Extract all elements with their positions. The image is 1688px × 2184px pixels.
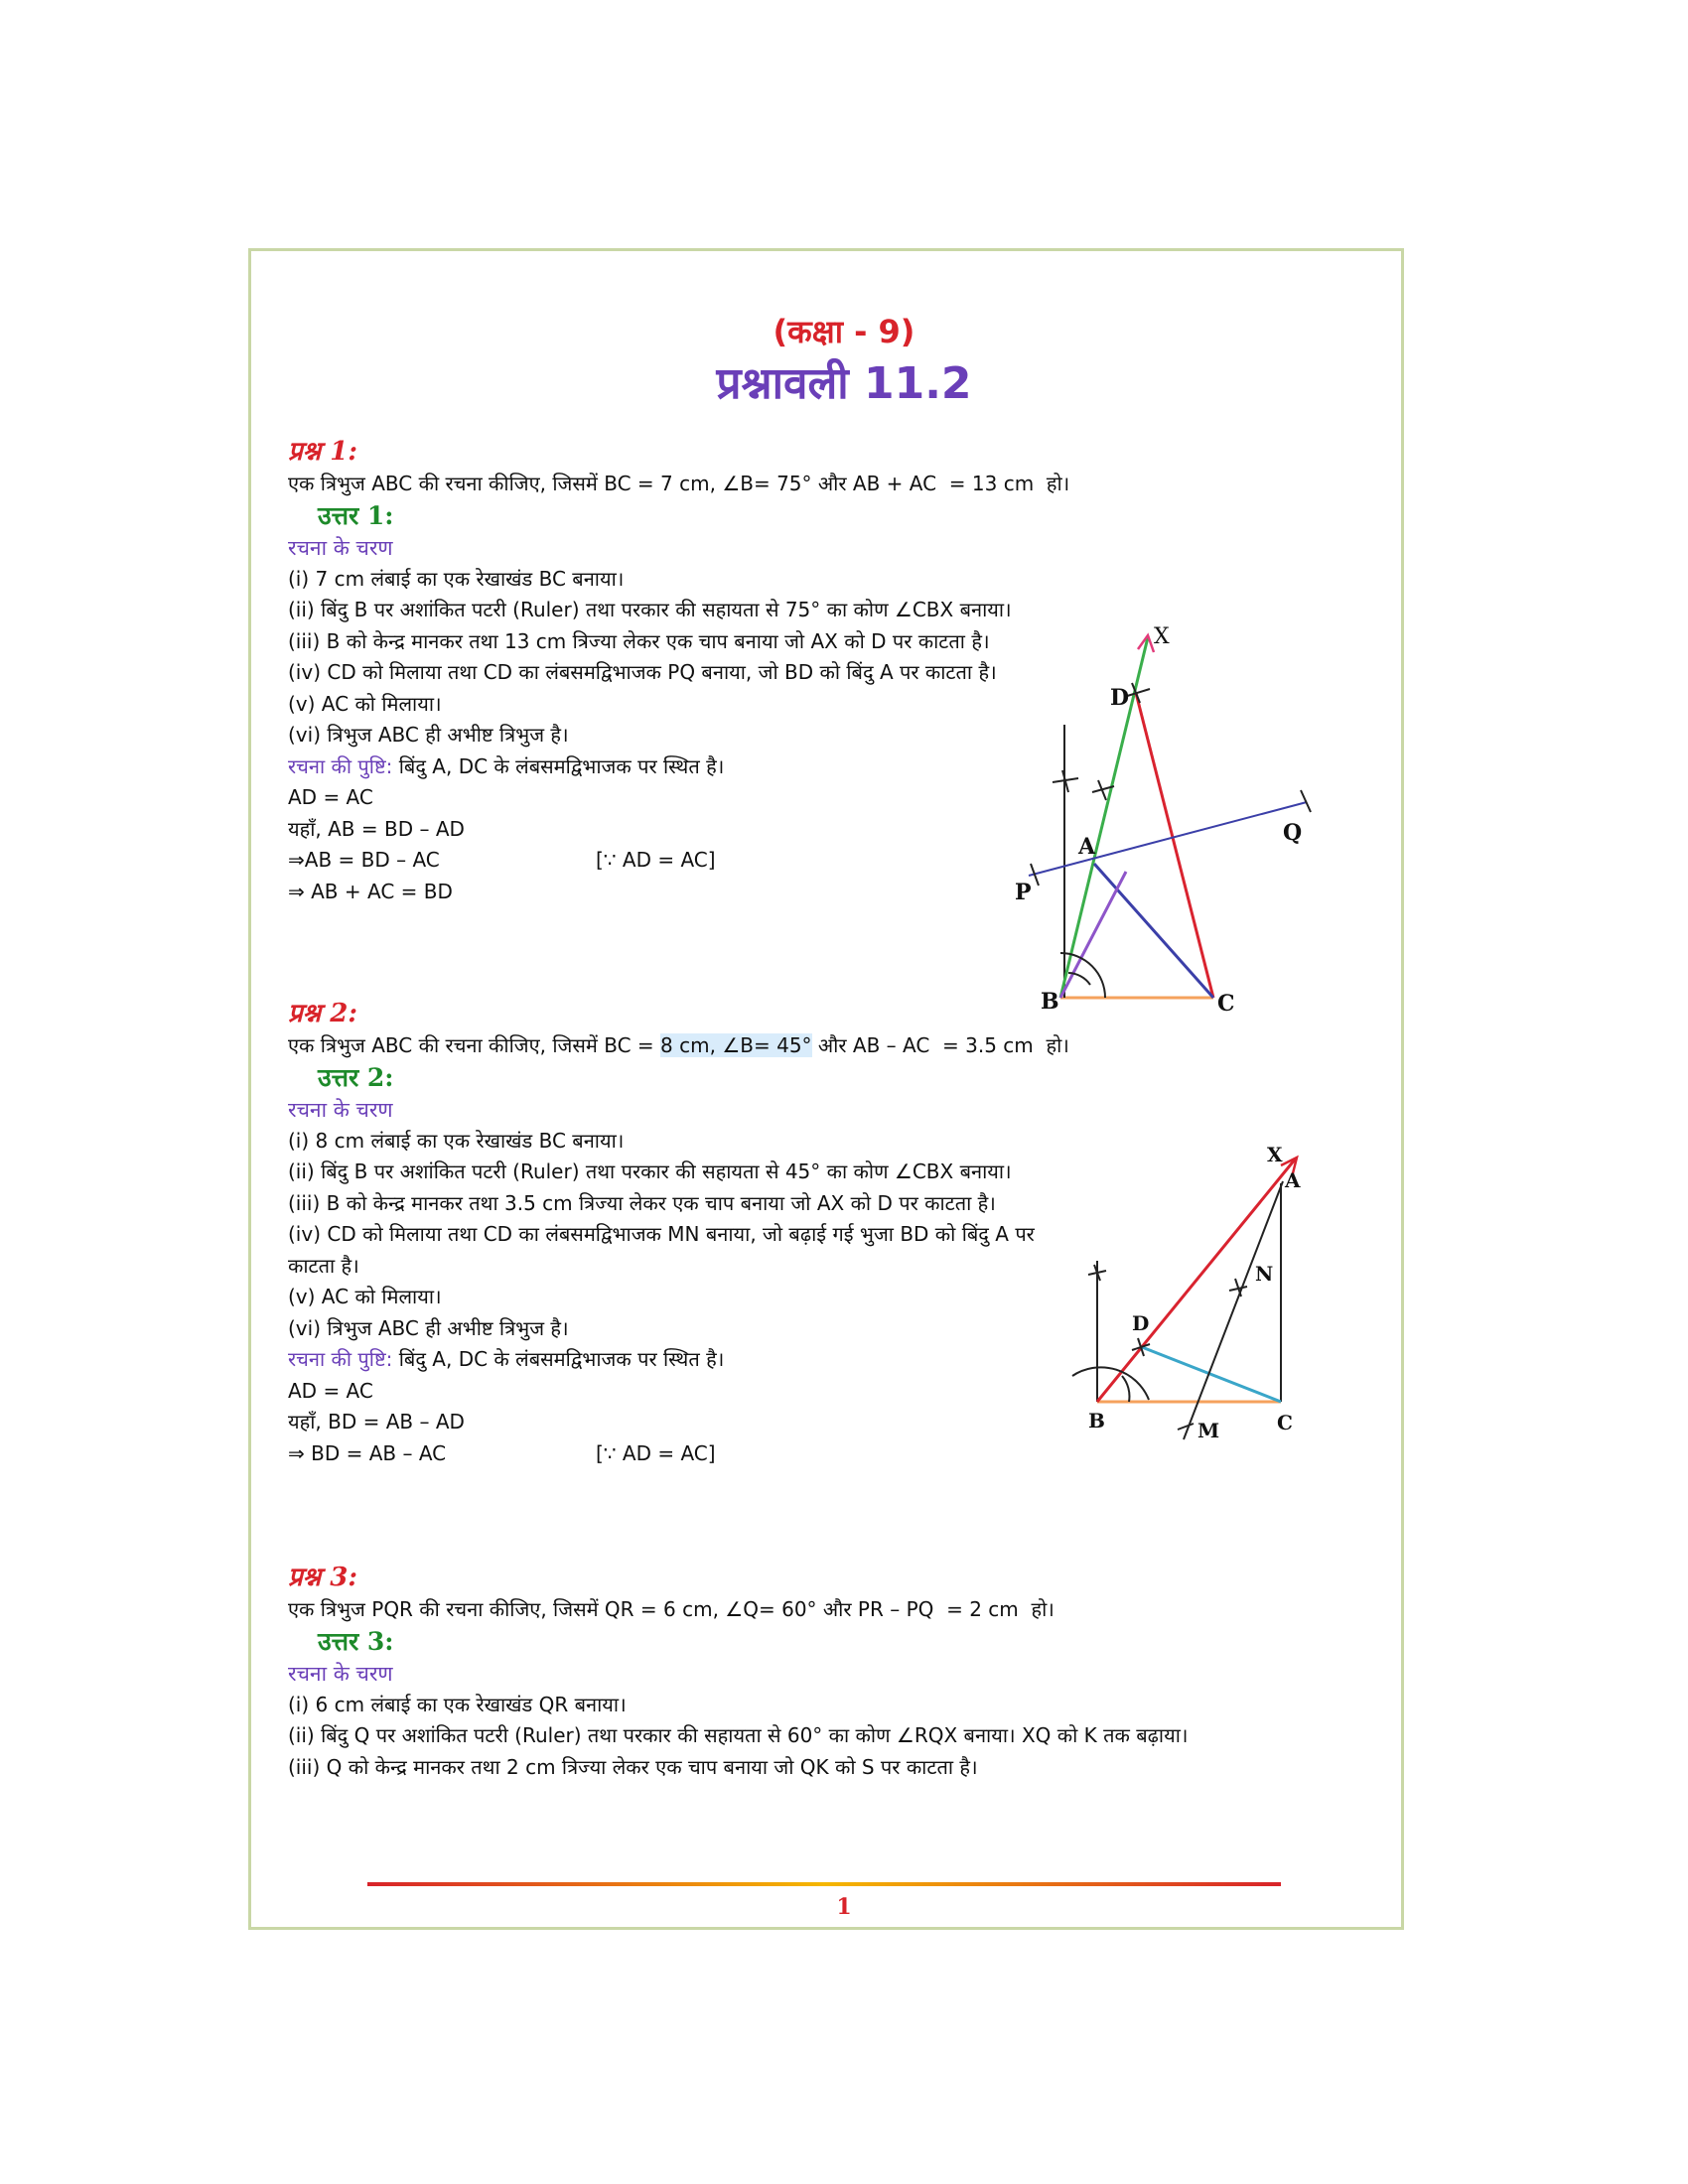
q2-label-x: X [1267, 1143, 1283, 1166]
q1-construction-purple [1060, 872, 1126, 998]
q1-step-5: (v) AC को मिलाया। [288, 691, 442, 716]
q2-step-2: (ii) बिंदु B पर अशांकित पटरी (Ruler) तथा परकार की सहायता से 45° का कोण ∠CBX बनाया। [288, 1160, 1012, 1183]
q1-construction-diagram [1003, 615, 1340, 1013]
q2-label-a: A [1285, 1168, 1301, 1192]
q2-construction-diagram [1053, 1142, 1340, 1459]
q2-verify-text: बिंदु A, DC के लंबसमद्विभाजक पर स्थित है। [392, 1347, 725, 1371]
q1-label-p: P [1015, 880, 1032, 905]
q2-label-c: C [1277, 1411, 1293, 1434]
q2-step-4: (iv) CD को मिलाया तथा CD का लंबसमद्विभाजक MN बनाया, जो बढ़ाई गई भुजा BD को बिंदु A पर काटता है। [288, 1222, 1035, 1278]
answer-1-label: उत्तर 1: [318, 500, 394, 530]
q1-proof-1: AD = AC [288, 785, 373, 809]
q2-label-b: B [1088, 1409, 1105, 1433]
q1-label-q: Q [1283, 820, 1303, 846]
q2-proof-3: ⇒ BD = AB – AC [288, 1440, 447, 1465]
q1-label-c: C [1217, 991, 1235, 1013]
steps-heading-1: रचना के चरण [288, 535, 393, 560]
q2-label-m: M [1197, 1419, 1220, 1442]
q1-step-1: (i) 7 cm लंबाई का एक रेखाखंड BC बनाया। [288, 566, 625, 591]
q2-cross-marks [1088, 1265, 1247, 1430]
q1-label-b: B [1041, 989, 1059, 1013]
q2-proof-2: यहाँ, BD = AB – AD [288, 1410, 465, 1433]
answer-3-label: उत्तर 3: [318, 1626, 394, 1656]
q1-step-2: (ii) बिंदु B पर अशांकित पटरी (Ruler) तथा परकार की सहायता से 75° का कोण ∠CBX बनाया। [288, 598, 1012, 621]
question-1-label: प्रश्न 1: [288, 437, 357, 467]
q1-label-x: X [1154, 624, 1170, 649]
q1-proof-reason: [∵ AD = AC] [596, 848, 716, 872]
steps-heading-3: रचना के चरण [288, 1661, 393, 1686]
question-3-label: प्रश्न 3: [288, 1563, 357, 1592]
q3-step-3: (iii) Q को केन्द्र मानकर तथा 2 cm त्रिज्या लेकर एक चाप बनाया जो QK को S पर काटता है। [288, 1754, 978, 1779]
question-2-label: प्रश्न 2: [288, 999, 357, 1028]
q2-step-3: (iii) B को केन्द्र मानकर तथा 3.5 cm त्रिज्या लेकर एक चाप बनाया जो AX को D पर काटता है। [288, 1190, 996, 1215]
q1-cross-marks [1031, 683, 1311, 886]
question-2-text-pre: एक त्रिभुज ABC की रचना कीजिए, जिसमें BC = [288, 1033, 661, 1057]
footer-divider [367, 1882, 1281, 1886]
q2-step-6: (vi) त्रिभुज ABC ही अभीष्ट त्रिभुज है। [288, 1315, 569, 1340]
q1-verify-text: बिंदु A, DC के लंबसमद्विभाजक पर स्थित है। [392, 753, 725, 778]
q1-step-3: (iii) B को केन्द्र मानकर तथा 13 cm त्रिज्या लेकर एक चाप बनाया जो AX को D पर काटता है। [288, 628, 990, 653]
exercise-title: प्रश्नावली 11.2 [716, 358, 972, 409]
question-1-text: एक त्रिभुज ABC की रचना कीजिए, जिसमें BC = 7 cm, ∠B= 75° और AB + AC = 13 cm हो। [288, 472, 1070, 495]
q3-step-2: (ii) बिंदु Q पर अशांकित पटरी (Ruler) तथा परकार की सहायता से 60° का कोण ∠RQX बनाया। XQ को K तक बढ़ाया। [288, 1723, 1189, 1747]
page-number: 1 [836, 1894, 852, 1920]
q2-segment-dc [1142, 1347, 1281, 1402]
q1-label-a: A [1078, 834, 1096, 860]
q2-proof-reason: [∵ AD = AC] [596, 1440, 716, 1465]
answer-2-label: उत्तर 2: [318, 1062, 394, 1092]
q2-label-d: D [1132, 1311, 1150, 1335]
q1-verify-label: रचना की पुष्टि: [288, 753, 393, 778]
q1-step-4: (iv) CD को मिलाया तथा CD का लंबसमद्विभाजक PQ बनाया, जो BD को बिंदु A पर काटता है। [288, 660, 997, 684]
q1-label-d: D [1110, 685, 1130, 711]
q2-label-n: N [1255, 1262, 1274, 1286]
question-2-text-highlight: 8 cm, ∠B= 45° [660, 1033, 812, 1057]
q1-step-6: (vi) त्रिभुज ABC ही अभीष्ट त्रिभुज है। [288, 723, 569, 747]
q1-proof-2: यहाँ, AB = BD – AD [288, 816, 465, 841]
q1-proof-4: ⇒ AB + AC = BD [288, 879, 453, 903]
steps-heading-2: रचना के चरण [288, 1097, 393, 1122]
q2-verify-label: रचना की पुष्टि: [288, 1347, 393, 1371]
q3-step-1: (i) 6 cm लंबाई का एक रेखाखंड QR बनाया। [288, 1692, 627, 1716]
question-3-text: एक त्रिभुज PQR की रचना कीजिए, जिसमें QR = 6 cm, ∠Q= 60° और PR – PQ = 2 cm हो। [288, 1597, 1055, 1621]
q2-step-5: (v) AC को मिलाया। [288, 1285, 442, 1308]
question-2-text-post: और AB – AC = 3.5 cm हो। [811, 1033, 1069, 1057]
q2-proof-1: AD = AC [288, 1378, 373, 1403]
q1-proof-3: ⇒AB = BD – AC [288, 848, 440, 872]
q2-step-1: (i) 8 cm लंबाई का एक रेखाखंड BC बनाया। [288, 1128, 625, 1153]
q2-arc-b-inner [1122, 1376, 1129, 1402]
question-3-block [288, 1561, 1370, 1783]
class-label: (कक्षा - 9) [773, 313, 915, 350]
